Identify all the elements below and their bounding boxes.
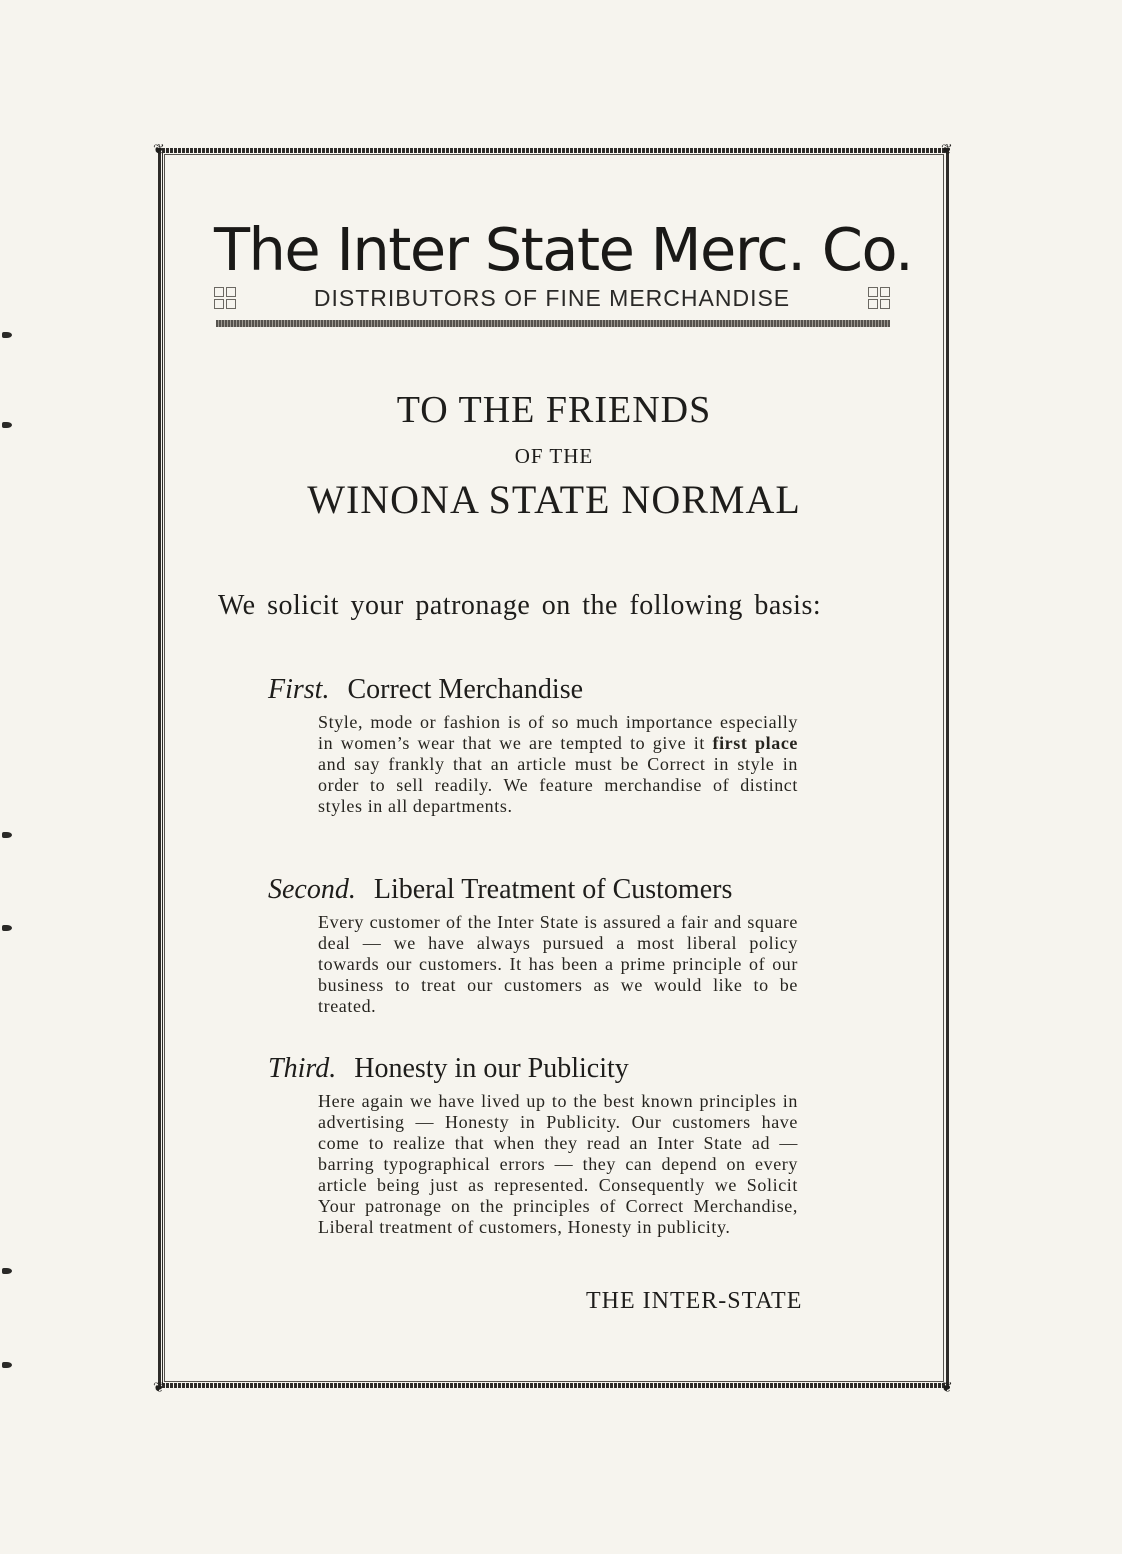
intro-text: We solicit your patronage on the following basis: <box>218 590 822 621</box>
section-body-second <box>318 912 798 1017</box>
tagline: DISTRIBUTORS OF FINE MERCHANDISE <box>313 284 791 311</box>
company-name: The Inter State Merc. Co. <box>214 215 913 284</box>
fleuron-icon: ❦ <box>941 142 953 158</box>
tagline-row <box>214 283 890 313</box>
fleuron-icon: ❦ <box>941 1380 953 1396</box>
address-line-3: WINONA STATE NORMAL <box>307 477 801 522</box>
section-title: Liberal Treatment of Customers <box>373 874 733 905</box>
section-body-third <box>318 1091 798 1238</box>
section-body-text: Every customer of the Inter State is assured a fair and square deal — we have always pursued a most liberal policy towards our customers. It has been a prime principle of our business to treat our customers as we would like to be treated. <box>318 912 798 1016</box>
section-heading-first <box>268 674 888 706</box>
square-grid-icon <box>868 287 890 309</box>
section-ordinal: Third. <box>268 1053 337 1084</box>
header-divider <box>216 320 890 327</box>
section-title: Honesty in our Publicity <box>354 1053 629 1084</box>
fleuron-icon: ❦ <box>153 1380 165 1396</box>
section-heading-third <box>268 1053 888 1085</box>
fleuron-icon: ❦ <box>153 142 165 158</box>
section-heading-second <box>268 874 888 906</box>
section-body-emphasis: first place <box>712 733 798 753</box>
section-body-text: Style, mode or fashion is of so much importance especially in women’s wear that we are tempted to give it <box>318 712 798 753</box>
section-body-first <box>318 712 798 817</box>
address-line-1: TO THE FRIENDS <box>396 389 712 431</box>
address-line-2: OF THE <box>514 444 594 468</box>
section-ordinal: Second. <box>268 874 356 905</box>
section-body-text: and say frankly that an article must be Correct in style in order to sell readily. We feature merchandise of distinct styles in all departments. <box>318 754 798 816</box>
section-ordinal: First. <box>268 674 330 705</box>
square-grid-icon <box>214 287 236 309</box>
section-title: Correct Merchandise <box>347 674 584 705</box>
section-body-text: Here again we have lived up to the best known principles in advertising — Honesty in Publicity. Our customers have come to realize that when they read an Inter State ad — barring typographical errors — they can depend on every article being just as represented. Consequently we Solicit Your patronage on the principles of Correct Merchandise, Liberal treatment of customers, Honesty in publicity. <box>318 1091 798 1237</box>
signature: THE INTER-STATE <box>586 1288 803 1314</box>
